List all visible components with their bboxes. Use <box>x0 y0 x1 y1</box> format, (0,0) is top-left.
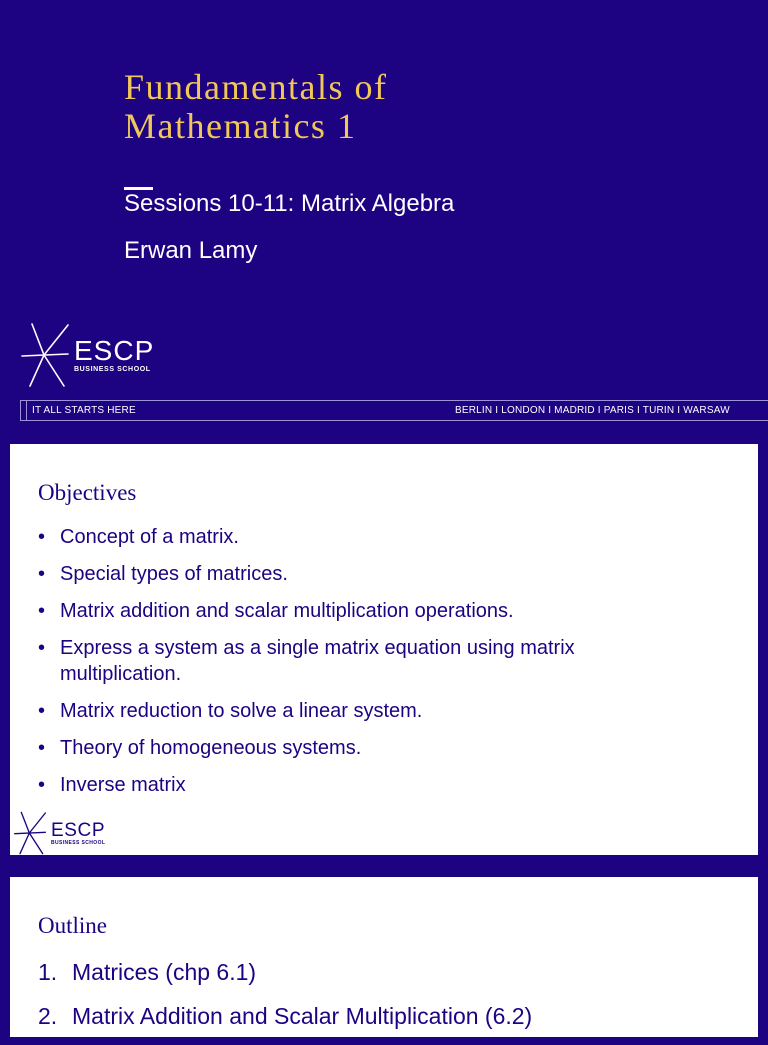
outline-heading: Outline <box>38 913 107 938</box>
list-item: • Express a system as a single matrix equation using matrix multiplication. <box>38 635 698 687</box>
slide-title-line1: Fundamentals of <box>124 67 388 107</box>
list-item-number: 1. <box>38 959 58 985</box>
escp-wordmark <box>74 334 155 374</box>
escp-logo-tagline-small: BUSINESS SCHOOL <box>51 839 106 846</box>
list-item: • Inverse matrix <box>38 772 698 798</box>
list-item: • Concept of a matrix. <box>38 524 698 550</box>
tagline-slogan: IT ALL STARTS HERE <box>32 405 136 416</box>
escp-wordmark-small <box>51 821 105 846</box>
title-slide <box>0 0 768 432</box>
tagline-bar-tick <box>26 400 27 421</box>
list-item: • Matrix addition and scalar multiplication operations. <box>38 598 698 624</box>
slide-subtitle: Sessions 10-11: Matrix Algebra <box>124 190 455 217</box>
escp-logo-name-small: ESCP <box>51 819 106 841</box>
escp-star-icon <box>20 322 70 388</box>
outline-list <box>38 957 738 1045</box>
list-item <box>38 957 738 987</box>
escp-logo-tagline: BUSINESS SCHOOL <box>74 365 151 373</box>
tagline-campuses: BERLIN I LONDON I MADRID I PARIS I TURIN I WARSAW <box>455 405 730 416</box>
list-item-text: Matrices (chp 6.1) <box>72 959 257 985</box>
escp-logo-name: ESCP <box>74 334 155 366</box>
escp-logo-small <box>13 811 105 855</box>
author-name: Erwan Lamy <box>124 237 258 264</box>
escp-star-icon <box>13 811 47 855</box>
list-item <box>38 1001 738 1031</box>
outline-slide <box>10 877 758 1037</box>
slide-title <box>124 68 387 146</box>
list-item: • Theory of homogeneous systems. <box>38 735 698 761</box>
list-item: • Matrix reduction to solve a linear system. <box>38 698 698 724</box>
objectives-list <box>38 524 698 809</box>
escp-logo <box>20 322 154 388</box>
objectives-slide <box>10 444 758 855</box>
objectives-heading: Objectives <box>38 480 137 505</box>
list-item-number: 2. <box>38 1003 58 1029</box>
list-item-text: Matrix Addition and Scalar Multiplication (6.2) <box>72 1003 533 1029</box>
list-item: • Special types of matrices. <box>38 561 698 587</box>
slide-title-line2: Mathematics 1 <box>124 106 357 146</box>
tagline-bar <box>20 400 768 421</box>
